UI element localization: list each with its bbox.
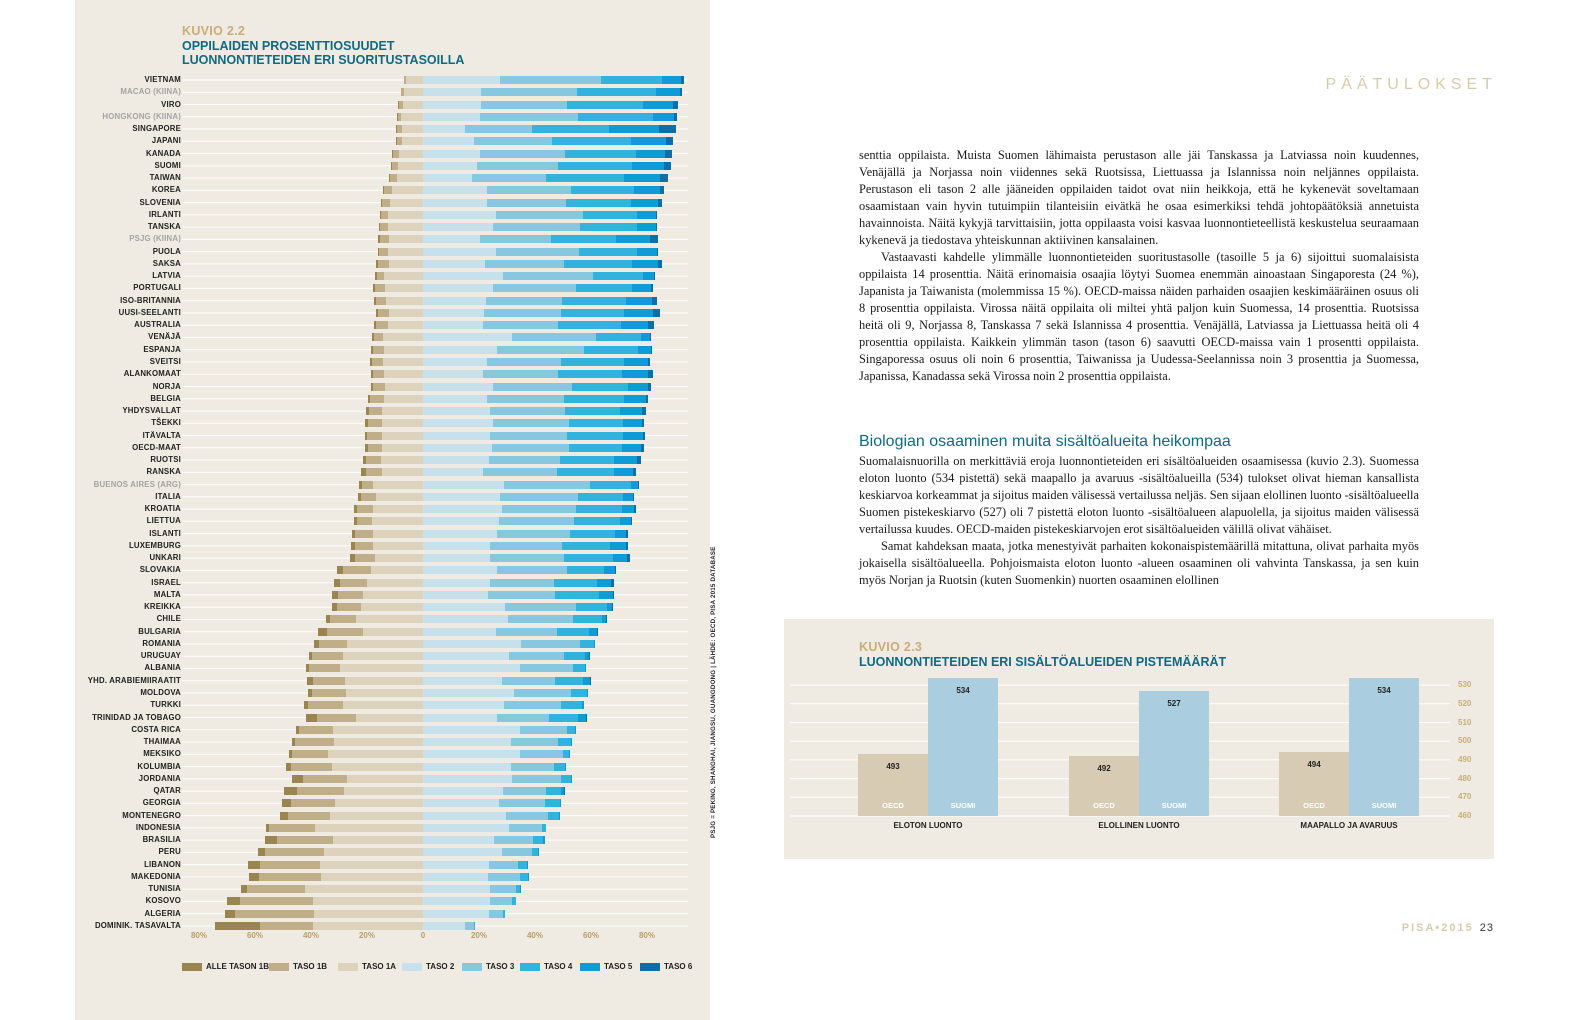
country-label: SLOVENIA [139, 197, 181, 207]
country-label: JORDANIA [138, 773, 181, 783]
country-label: MACAO (KIINA) [120, 87, 181, 97]
y-tick-label: 470 [1458, 792, 1472, 802]
legend-label: TASO 1B [293, 962, 328, 971]
country-label: BRASILIA [142, 835, 181, 845]
y-tick-label: 520 [1458, 698, 1472, 708]
country-label: COSTA RICA [131, 724, 181, 734]
country-label: SLOVAKIA [139, 565, 181, 575]
y-tick-label: 460 [1458, 811, 1472, 820]
category-label: MAAPALLO JA AVARUUS [1300, 821, 1398, 830]
y-tick-label: 500 [1458, 736, 1472, 746]
bar-series-label: SUOMI [1161, 801, 1187, 810]
country-label: ROMANIA [142, 638, 181, 648]
figure-2-2-title: OPPILAIDEN PROSENTTIOSUUDET LUONNONTIETEIDEN ERI SUORITUSTASOILLA [182, 39, 465, 67]
country-label: YHDYSVALLAT [122, 406, 181, 416]
country-label: TURKKI [150, 700, 181, 710]
country-label: GEORGIA [142, 798, 181, 808]
legend-label: TASO 6 [664, 962, 693, 971]
country-label: LIBANON [144, 859, 181, 869]
x-tick-label: 20% [358, 931, 375, 940]
country-label: MAKEDONIA [131, 871, 181, 881]
category-label: ELOTON LUONTO [893, 821, 963, 830]
country-label: SVEITSI [149, 356, 181, 366]
country-label: QATAR [153, 786, 181, 796]
country-label: ALBANIA [144, 663, 181, 673]
country-label: LUXEMBURG [128, 540, 181, 550]
country-label: ISRAEL [151, 577, 181, 587]
country-label: HONGKONG (KIINA) [102, 111, 181, 121]
country-label: TRINIDAD JA TOBAGO [92, 712, 181, 722]
country-label: LIETTUA [146, 516, 181, 526]
country-label: BULGARIA [138, 626, 181, 636]
bar-series-label: SUOMI [1371, 801, 1397, 810]
country-label: LATVIA [152, 271, 181, 281]
country-label: SINGAPORE [132, 124, 181, 134]
x-tick-label: 60% [582, 931, 599, 940]
figure-2-3-label: KUVIO 2.3 [859, 640, 923, 654]
country-label: KREIKKA [144, 602, 181, 612]
country-label: PORTUGALI [133, 283, 181, 293]
country-label: CHILE [156, 614, 181, 624]
bar-series-label: SUOMI [950, 801, 976, 810]
country-label: KOREA [151, 185, 181, 195]
country-label: SUOMI [154, 160, 181, 170]
page-footer [1402, 922, 1494, 934]
legend-label: ALLE TASON 1B [206, 962, 269, 971]
y-tick-label: 490 [1458, 754, 1472, 764]
country-label: ITÄVALTA [142, 430, 181, 440]
x-tick-label: 60% [246, 931, 263, 940]
country-label: VENÄJÄ [148, 332, 181, 342]
country-label: ISLANTI [149, 528, 181, 538]
bar-value-label: 492 [1097, 764, 1111, 774]
country-label: ESPANJA [143, 344, 181, 354]
paragraph: Suomalaisnuorilla on merkittäviä eroja luonnontieteiden eri sisältöalueiden osaamisessa (kuvio 2.3). Suomessa eloton luonto (534 pistettä) sekä maapallo ja avaruus -sisältöalueilla (534) tulokset olivat hieman kansallista keskiarvoa korkeammat ja sijoitus maiden välisessä vertailussa neljäs. Sen sijaan elollinen luonto -sisältöalueella Suomen pistekeskiarvo (527) oli 7 pistettä eloton luonto -sisältöalueen alapuolella, ja sijoitus maiden välisessä vertailussa kuudes. OECD-maiden pistekeskiarvojen erot sisältöalueiden välillä olivat vähäiset. [859, 454, 1419, 536]
country-label: VIRO [161, 99, 181, 109]
country-label: THAIMAA [143, 737, 181, 747]
bar-value-label: 534 [956, 685, 970, 695]
bar-series-label: OECD [1303, 801, 1325, 810]
bar-value-label: 527 [1167, 698, 1181, 708]
country-label: DOMINIK. TASAVALTA [94, 920, 181, 930]
x-tick-label: 40% [302, 931, 319, 940]
bar-value-label: 493 [886, 762, 900, 772]
page-number: 23 [1479, 922, 1494, 934]
country-label: KANADA [146, 148, 181, 158]
figure-2-2-source: PSJG = PEKING, SHANGHAI, JIANGSU, GUANGDONG | LÄHDE: OECD, PISA 2015 DATABASE [710, 546, 717, 838]
country-label: ISO-BRITANNIA [120, 295, 181, 305]
bar-series-label: OECD [882, 801, 904, 810]
country-label: NORJA [152, 381, 181, 391]
country-label: SAKSA [152, 258, 181, 268]
country-label: INDONESIA [135, 822, 181, 832]
paragraph: Samat kahdeksan maata, jotka menestyivät parhaiten kokonaispistemäärillä mitattuna, olivat parhaita myös jokaisella sisältöalueella. Pohjoismaista eloton luonto -alueen osaaminen oli vahvinta Tanskassa, ja sen kuin myös Norjan ja Ruotsin (kuten Suomenkin) nuorten osaaminen elollinen [859, 539, 1419, 587]
footer-brand: PISA•2015 [1401, 922, 1474, 934]
x-tick-label: 80% [638, 931, 655, 940]
figure-2-3-title: LUONNONTIETEIDEN ERI SISÄLTÖALUEIDEN PISTEMÄÄRÄT [859, 655, 1227, 669]
bar-suomi [1139, 691, 1209, 816]
bar-value-label: 534 [1377, 685, 1391, 695]
country-label: MONTENEGRO [122, 810, 181, 820]
country-label: UNKARI [149, 553, 181, 563]
country-label: MOLDOVA [140, 688, 181, 697]
bar-suomi [928, 678, 998, 816]
country-label: URUGUAY [140, 651, 181, 661]
legend-label: TASO 3 [486, 962, 515, 971]
legend-label: TASO 4 [544, 962, 573, 971]
country-label: TANSKA [147, 222, 181, 232]
country-label: ALANKOMAAT [123, 369, 181, 379]
country-label: UUSI-SEELANTI [118, 307, 181, 317]
country-label: ITALIA [155, 491, 181, 501]
y-tick-label: 530 [1458, 680, 1472, 690]
country-label: JAPANI [151, 136, 181, 146]
y-tick-label: 510 [1458, 717, 1472, 727]
country-label: BUENOS AIRES (ARG) [93, 479, 181, 489]
category-label: ELOLLINEN LUONTO [1098, 821, 1180, 830]
x-tick-label: 80% [190, 931, 207, 940]
bar-series-label: OECD [1093, 801, 1115, 810]
country-label: OECD-MAAT [132, 442, 181, 452]
paragraph: Vastaavasti kahdelle ylimmälle luonnontieteiden suoritustasolle (tasoille 5 ja 6) sijoittui suomalaisista oppilaista 14 prosenttia. Näitä erinomaisia osaajia löytyi Suomea enemmän ainoastaan Singaporesta (24 %), Japanista ja Taiwanista (molemmissa 15 %). OECD-maissa näiden parhaiden osaajien keskimääräinen osuus oli 8 prosenttia oppilaista. Virossa näitä oppilaita oli miltei yhtä paljon kuin Suomessa, 14 prosenttia. Ruotsissa heitä oli 9, Norjassa 8, Tanskassa 7 sekä Islannissa 4 prosenttia. Venäjällä, Latviassa ja Liettuassa heitä oli 4 prosenttia oppilaista. Kaikkein ylimmän tason (tason 6) saavutti OECD-maissa vain 1 prosentti oppilaista. Singaporessa osuus oli noin 6 prosenttia, Taiwanissa ja Uudessa-Seelannissa noin 3 prosenttia ja Suomessa, Japanissa, Kanadassa sekä Virossa noin 2 prosenttia oppilaista. [859, 250, 1419, 383]
x-tick-label: 20% [470, 931, 487, 940]
country-label: ALGERIA [144, 908, 181, 918]
country-label: PUOLA [152, 246, 181, 256]
y-tick-label: 480 [1458, 773, 1472, 783]
x-tick-label: 40% [526, 931, 543, 940]
legend-label: TASO 1A [362, 962, 397, 971]
bar-suomi [1349, 678, 1419, 816]
legend-label: TASO 2 [426, 962, 455, 971]
country-label: KOSOVO [145, 896, 181, 906]
paragraph: senttia oppilaista. Muista Suomen lähimaista perustason alle jäi Tanskassa ja Latviassa noin kuudennes, Venäjällä ja Norjassa noin viidennes sekä Ruotsissa, Liettuassa ja Islannissa noin neljännes oppilaista. Perustason eli tason 2 alle jääneiden oppilaiden taidot ovat niin heikkoja, että he kykenevät soveltamaan osaamistaan vain hyvin tutuimpiin tilanteisiin eivätkä he osaa esimerkiksi tehdä johtopäätöksiä annetuista havainnoista. Näitä kykyjä tarvittaisiin, jotta oppilaasta voisi kasvaa luonnontieteellistä keskustelua seuraamaan kykenevä ja tiedostava yhteiskunnan aktiivinen kansalainen. [859, 148, 1419, 247]
country-label: RANSKA [146, 467, 181, 477]
country-label: PSJG (KIINA) [129, 234, 181, 244]
country-label: VIETNAM [144, 75, 181, 84]
country-label: YHD. ARABIEMIIRAATIT [87, 675, 181, 685]
country-label: BELGIA [150, 393, 181, 403]
country-label: MALTA [153, 589, 181, 599]
country-label: IRLANTI [148, 209, 181, 219]
x-tick-label: 0 [420, 931, 426, 940]
section-header: PÄÄTULOKSET [1325, 76, 1497, 93]
country-label: AUSTRALIA [134, 320, 181, 330]
country-label: KOLUMBIA [137, 761, 181, 771]
country-label: MEKSIKO [143, 749, 181, 759]
country-label: PERU [158, 847, 181, 857]
subheading: Biologian osaaminen muita sisältöalueita heikompaa [859, 433, 1231, 450]
country-label: TŠEKKI [151, 418, 181, 428]
country-label: RUOTSI [150, 455, 181, 465]
legend-label: TASO 5 [604, 962, 633, 971]
figure-2-2-label: KUVIO 2.2 [182, 24, 246, 38]
country-label: TAIWAN [149, 173, 181, 183]
bar-value-label: 494 [1307, 760, 1321, 770]
country-label: TUNISIA [148, 884, 181, 894]
country-label: KROATIA [144, 504, 181, 514]
